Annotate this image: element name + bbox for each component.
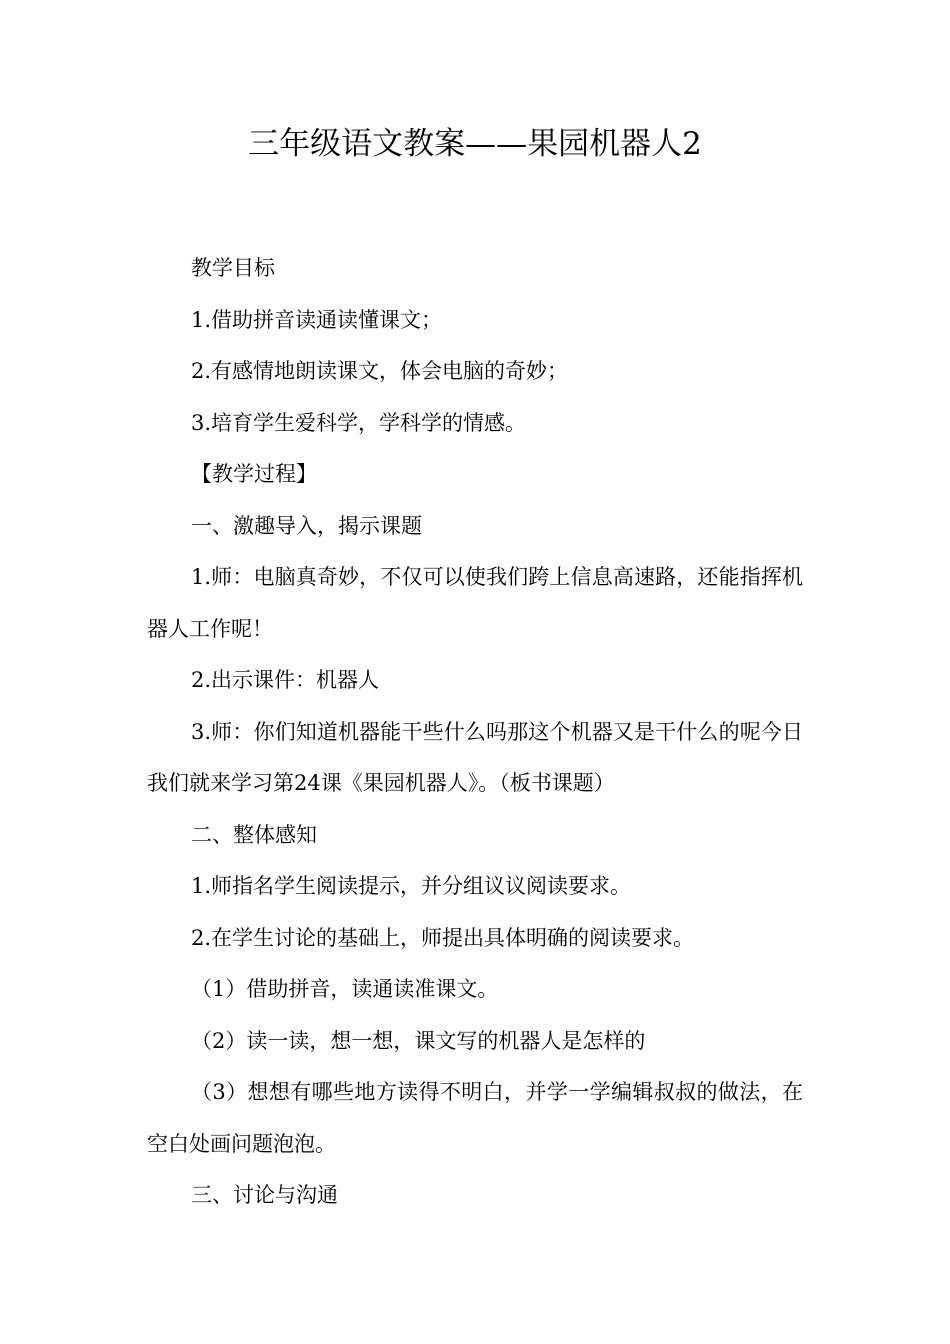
heading-teaching-goals: 教学目标 xyxy=(191,256,275,280)
process-item-1-3: 3.师：你们知道机器能干些什么吗那这个机器又是干什么的呢今日我们就来学习第24课《果园机器人》。（板书课题） xyxy=(147,719,803,795)
goal-item-1: 1.借助拼音读通读懂课文； xyxy=(191,307,443,332)
section-heading-1: 一、激趣导入，揭示课题 xyxy=(191,513,422,538)
process-item-1-2: 2.出示课件：机器人 xyxy=(191,668,380,692)
document-title: 三年级语文教案——果园机器人2 xyxy=(248,126,702,162)
reading-requirement-2: （2）读一读，想一想，课文写的机器人是怎样的 xyxy=(191,1028,646,1053)
process-item-2-1: 1.师指名学生阅读提示，并分组议议阅读要求。 xyxy=(191,874,632,898)
document-body xyxy=(147,243,803,1222)
reading-requirement-1: （1）借助拼音，读通读准课文。 xyxy=(191,977,499,1001)
goal-item-2: 2.有感情地朗读课文，体会电脑的奇妙； xyxy=(191,359,569,383)
process-item-1-1: 1.师：电脑真奇妙，不仅可以使我们跨上信息高速路，还能指挥机器人工作呢！ xyxy=(147,565,803,641)
reading-requirement-3: （3）想想有哪些地方读得不明白，并学一学编辑叔叔的做法，在空白处画问题泡泡。 xyxy=(147,1080,803,1156)
goal-item-3: 3.培育学生爱科学，学科学的情感。 xyxy=(191,410,527,435)
section-heading-2: 二、整体感知 xyxy=(191,822,317,847)
process-item-2-2: 2.在学生讨论的基础上，师提出具体明确的阅读要求。 xyxy=(191,925,695,950)
section-heading-3: 三、讨论与沟通 xyxy=(191,1183,338,1207)
heading-teaching-process: 【教学过程】 xyxy=(191,462,317,486)
